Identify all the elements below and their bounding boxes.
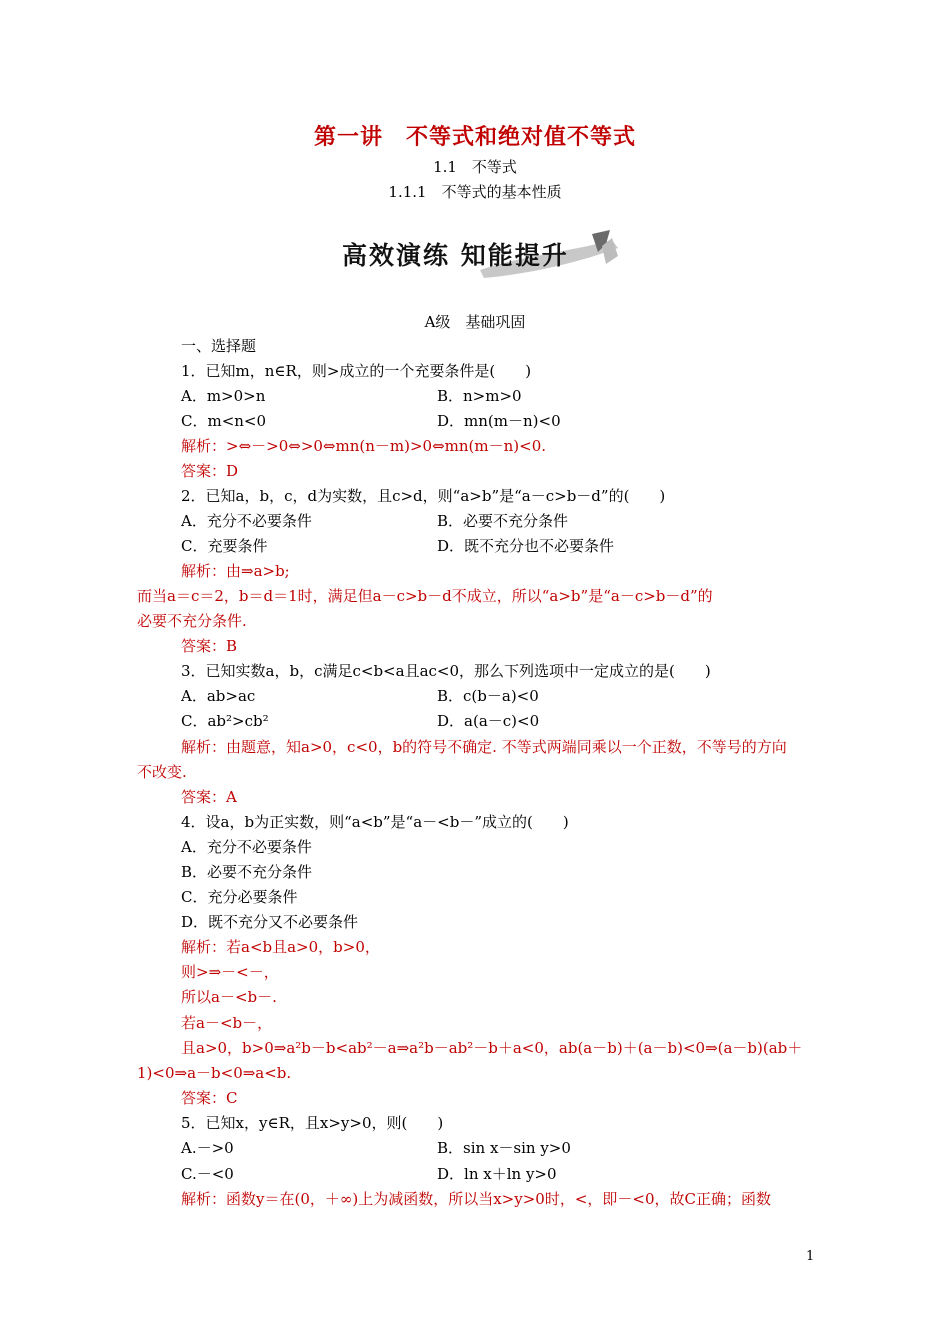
- question-line: 3．已知实数a，b，c满足c<b<a且ac<0，那么下列选项中一定成立的是( ): [181, 662, 711, 680]
- question-line: C.－<0: [181, 1165, 234, 1183]
- solution-line: 解析：由⇒a>b;: [181, 562, 290, 580]
- question-line: 4．设a，b为正实数，则“a<b”是“a－<b－”成立的( ): [181, 813, 569, 831]
- solution-line: 答案：D: [181, 462, 239, 480]
- question-line: A．m>0>n: [181, 387, 266, 405]
- question-line: C．充分必要条件: [181, 888, 298, 906]
- question-line: B．c(b－a)<0: [437, 687, 539, 705]
- solution-line: 若a－<b－，: [181, 1014, 273, 1032]
- solution-line: 则>⇒－<－，: [181, 963, 279, 981]
- question-line: A．ab>ac: [181, 687, 256, 705]
- difficulty-level: A级 基础巩固: [424, 313, 526, 331]
- subsection-heading: 1.1.1 不等式的基本性质: [388, 183, 562, 201]
- solution-line: 答案：A: [181, 788, 237, 806]
- solution-line: 必要不充分条件.: [137, 612, 247, 630]
- question-line: D．既不充分又不必要条件: [181, 913, 359, 931]
- page-number: 1: [806, 1249, 815, 1264]
- question-line: B．必要不充分条件: [181, 863, 313, 881]
- solution-line: 所以a－<b－.: [181, 988, 277, 1006]
- question-line: C．ab²>cb²: [181, 712, 269, 730]
- section-heading: 1.1 不等式: [433, 158, 517, 176]
- practice-banner: [330, 226, 620, 282]
- solution-line: 不改变.: [137, 763, 187, 781]
- question-line: 一、选择题: [181, 337, 257, 355]
- question-line: A．充分不必要条件: [181, 838, 312, 856]
- solution-line: 解析：>⇔－>0⇔>0⇔mn(n－m)>0⇔mn(m－n)<0.: [181, 437, 547, 455]
- solution-line: 解析：若a<b且a>0，b>0，: [181, 938, 380, 956]
- banner-title: 高效演练 知能提升: [342, 241, 569, 270]
- solution-line: 且a>0，b>0⇒a²b－b<ab²－a⇒a²b－ab²－b＋a<0，ab(a－b)＋(a－b)<0⇒(a－b)(ab＋: [181, 1039, 803, 1057]
- solution-line: 1)<0⇒a－b<0⇒a<b.: [137, 1064, 292, 1082]
- question-line: C．充要条件: [181, 537, 268, 555]
- solution-line: 答案：B: [181, 637, 238, 655]
- question-line: D．既不充分也不必要条件: [437, 537, 615, 555]
- question-line: 2．已知a，b，c，d为实数，且c>d，则“a>b”是“a－c>b－d”的( ): [181, 487, 666, 505]
- solution-line: 答案：C: [181, 1089, 238, 1107]
- solution-line: 解析：由题意，知a>0，c<0，b的符号不确定. 不等式两端同乘以一个正数，不等号的方向: [181, 738, 787, 756]
- solution-line: 解析：函数y＝在(0，＋∞)上为减函数，所以当x>y>0时，<，即－<0，故C正确；函数: [181, 1190, 771, 1208]
- question-line: D．mn(m－n)<0: [437, 412, 561, 430]
- question-line: C．m<n<0: [181, 412, 267, 430]
- question-line: A．充分不必要条件: [181, 512, 312, 530]
- question-line: B．sin x－sin y>0: [437, 1139, 571, 1157]
- solution-line: 而当a＝c＝2，b＝d＝1时，满足但a－c>b－d不成立，所以“a>b”是“a－c>b－d”的: [137, 587, 713, 605]
- question-line: 1．已知m，n∈R，则>成立的一个充要条件是( ): [181, 362, 532, 380]
- question-line: B．n>m>0: [437, 387, 522, 405]
- question-line: B．必要不充分条件: [437, 512, 569, 530]
- question-line: 5．已知x，y∈R，且x>y>0，则( ): [181, 1114, 444, 1132]
- question-line: A.－>0: [181, 1139, 234, 1157]
- chapter-title: 第一讲 不等式和绝对值不等式: [313, 125, 636, 150]
- question-line: D．ln x＋ln y>0: [437, 1165, 557, 1183]
- question-line: D．a(a－c)<0: [437, 712, 540, 730]
